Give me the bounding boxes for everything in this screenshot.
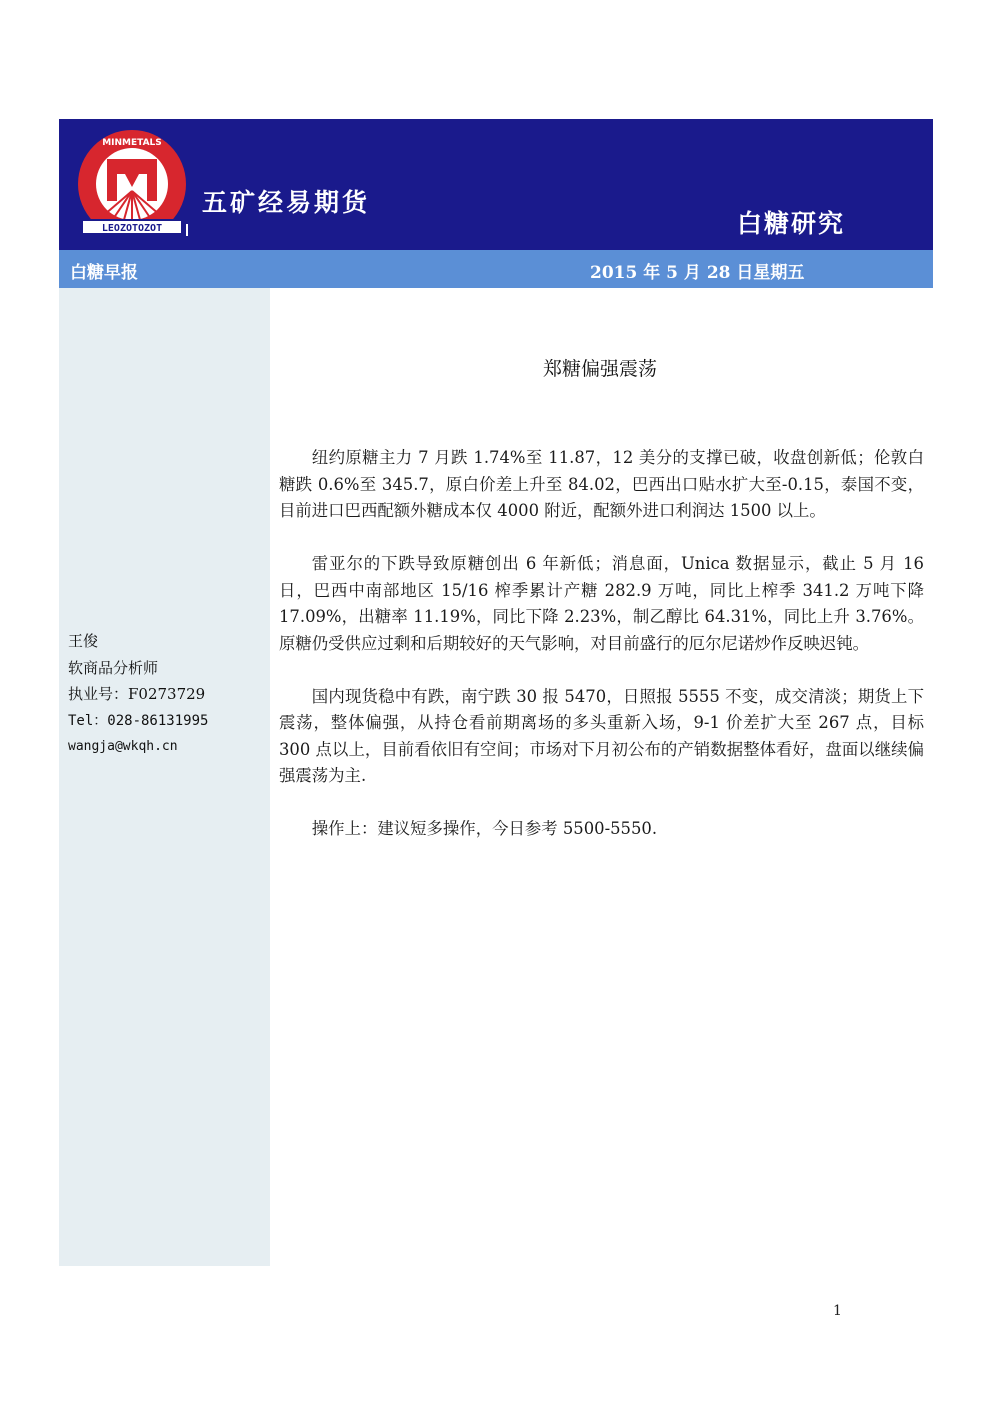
author-license: 执业号：F0273729 — [68, 685, 206, 703]
minmetals-logo — [77, 129, 187, 239]
report-type: 白糖早报 — [70, 263, 138, 283]
svg-text:LEOZOTOZOT: LEOZOTOZOT — [101, 223, 163, 234]
paragraph: 国内现货稳中有跌，南宁跌 30 报 5470，日照报 5555 不变，成交清淡；期货上下震荡，整体偏强，从持仓看前期离场的多头重新入场，9-1 价差扩大至 267 点，目标 300 点以上，目前看依旧有空间；市场对下月初公布的产销数据整体看好，盘面以继续偏强震荡为主. — [279, 686, 924, 785]
report-header — [59, 119, 933, 250]
author-email: wangja@wkqh.cn — [68, 739, 178, 754]
author-name: 王俊 — [68, 632, 99, 650]
company-name: 五矿经易期货 — [202, 188, 371, 217]
article-body — [279, 445, 924, 869]
paragraph: 纽约原糖主力 7 月跌 1.74%至 11.87，12 美分的支撑已破，收盘创新低；伦敦白糖跌 0.6%至 345.7，原白价差上升至 84.02，巴西出口贴水扩大至-0.15，泰国不变，目前进口巴西配额外糖成本仅 4000 附近，配额外进口利润达 1500 以上。 — [279, 448, 924, 520]
author-title: 软商品分析师 — [68, 658, 159, 677]
paragraph: 操作上：建议短多操作，今日参考 5500-5550. — [311, 819, 658, 838]
author-info — [68, 628, 208, 761]
department-title: 白糖研究 — [737, 209, 846, 238]
author-tel: Tel：028-86131995 — [68, 712, 209, 729]
logo-divider — [186, 224, 188, 236]
author-sidebar — [59, 288, 270, 1266]
article-title: 郑糖偏强震荡 — [542, 358, 657, 380]
page-number: 1 — [833, 1303, 842, 1319]
paragraph: 雷亚尔的下跌导致原糖创出 6 年新低；消息面，Unica 数据显示，截止 5 月 16 日，巴西中南部地区 15/16 榨季累计产糖 282.9 万吨，同比上榨季 341.2 万吨下降 17.09%，出糖率 11.19%，同比下降 2.23%，制乙醇比 64.31%，同比上升 3.76%。原糖仍受供应过剩和后期较好的天气影响，对目前盛行的厄尔尼诺炒作反映迟钝。 — [279, 554, 924, 653]
report-date: 2015 年 5 月 28 日星期五 — [590, 263, 805, 283]
svg-text:MINMETALS: MINMETALS — [102, 138, 162, 148]
report-subheader — [59, 250, 933, 288]
